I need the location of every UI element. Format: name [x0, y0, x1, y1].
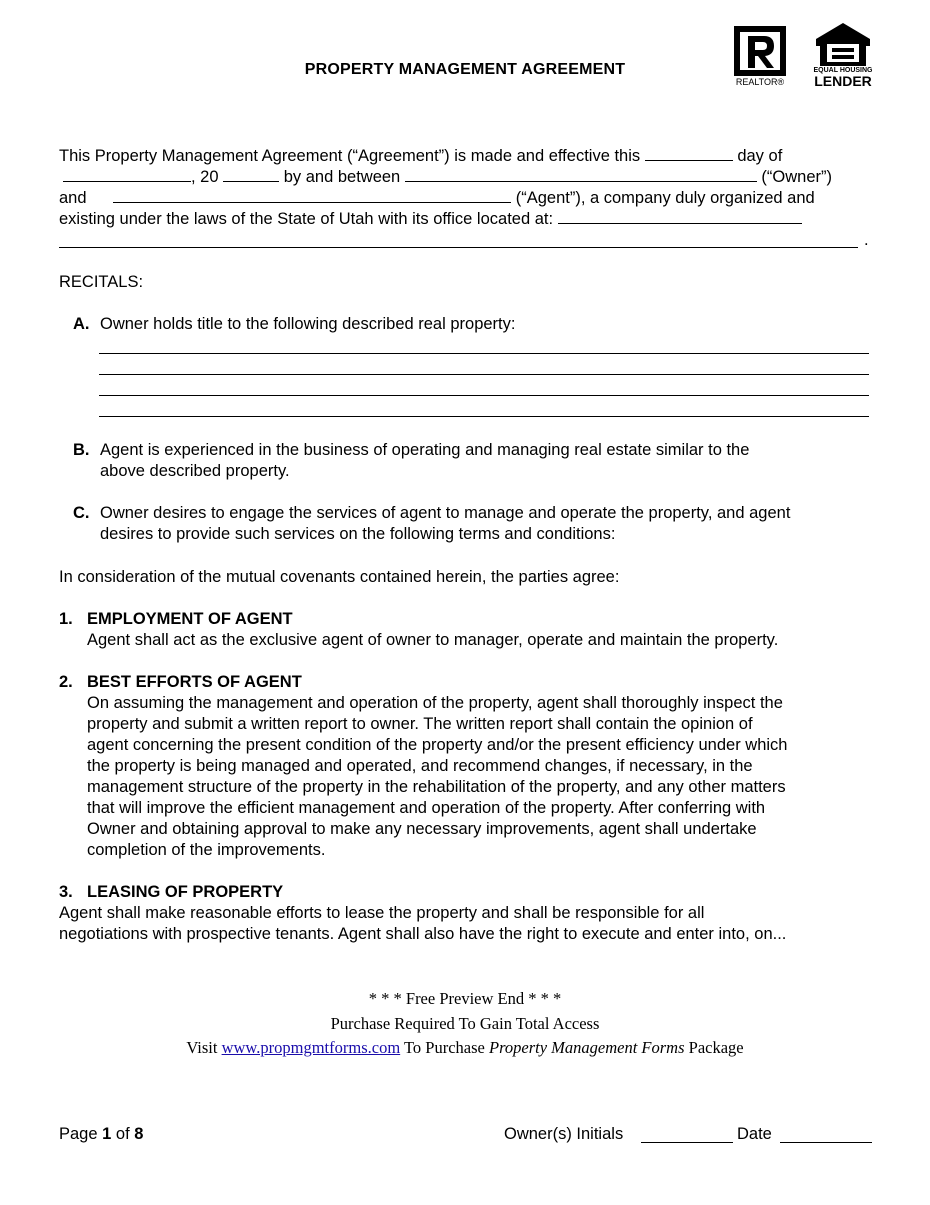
- equal-housing-icon: [814, 22, 872, 68]
- section-3-text-2: negotiations with prospective tenants. Agent shall also have the right to execute and enter into, on...: [59, 925, 787, 943]
- owner-name-blank[interactable]: [405, 166, 757, 182]
- section-1-text: Agent shall act as the exclusive agent of owner to manager, operate and maintain the property.: [87, 631, 779, 649]
- section-1-heading: EMPLOYMENT OF AGENT: [87, 610, 293, 628]
- section-2-text-7: Owner and obtaining approval to make any necessary improvements, agent shall undertake: [87, 820, 757, 838]
- section-2-text-2: property and submit a written report to owner. The written report shall contain the opinion of: [87, 715, 753, 733]
- purchase-link[interactable]: www.propmgmtforms.com: [221, 1038, 401, 1057]
- intro-line-4: existing under the laws of the State of Utah with its office located at:: [59, 208, 802, 230]
- section-3-text-1: Agent shall make reasonable efforts to lease the property and shall be responsible for all: [59, 904, 705, 922]
- section-2-heading: BEST EFFORTS OF AGENT: [87, 673, 302, 691]
- intro-period: .: [864, 231, 869, 249]
- owner-initials-label: Owner(s) Initials: [504, 1125, 624, 1143]
- property-description-line-1[interactable]: [99, 353, 869, 354]
- section-2-text-1: On assuming the management and operation of the property, agent shall thoroughly inspect the: [87, 694, 783, 712]
- section-2-text-5: management structure of the property in the rehabilitation of the property, and any other matters: [87, 778, 786, 796]
- recital-c-text-1: Owner desires to engage the services of agent to manage and operate the property, and agent: [100, 504, 791, 522]
- section-1-number: 1.: [59, 610, 73, 628]
- section-2-text-6: that will improve the efficient management and operation of the property. After conferring with: [87, 799, 766, 817]
- intro-line-3: and (“Agent”), a company duly organized and: [59, 189, 815, 207]
- day-blank[interactable]: [645, 145, 733, 161]
- property-description-line-2[interactable]: [99, 374, 869, 375]
- recital-a-text: Owner holds title to the following described real property:: [100, 315, 516, 333]
- section-2-number: 2.: [59, 673, 73, 691]
- recitals-heading: RECITALS:: [59, 273, 144, 291]
- month-blank[interactable]: [63, 166, 191, 182]
- recital-b-text-2: above described property.: [100, 462, 290, 480]
- intro-line-2: , 20 by and between (“Owner”): [59, 166, 832, 188]
- property-description-line-3[interactable]: [99, 395, 869, 396]
- recital-b-text-1: Agent is experienced in the business of operating and managing real estate similar to the: [100, 441, 750, 459]
- section-3-number: 3.: [59, 883, 73, 901]
- date-blank[interactable]: [780, 1142, 872, 1143]
- page-indicator: Page 1 of 8: [59, 1125, 144, 1143]
- consideration-text: In consideration of the mutual covenants contained herein, the parties agree:: [59, 568, 620, 586]
- intro-line-1: This Property Management Agreement (“Agreement”) is made and effective this day of: [59, 147, 783, 165]
- purchase-required-notice: Purchase Required To Gain Total Access: [330, 1014, 600, 1033]
- agent-name-blank[interactable]: [113, 187, 511, 203]
- property-description-line-4[interactable]: [99, 416, 869, 417]
- section-2-text-8: completion of the improvements.: [87, 841, 326, 859]
- purchase-link-line: Visit www.propmgmtforms.com To Purchase Property Management Forms Package: [186, 1038, 744, 1057]
- realtor-caption: REALTOR®: [735, 77, 785, 87]
- year-blank[interactable]: [223, 166, 279, 182]
- ehl-caption-bottom: LENDER: [814, 73, 872, 89]
- document-title: PROPERTY MANAGEMENT AGREEMENT: [304, 61, 626, 78]
- date-label: Date: [737, 1125, 772, 1143]
- recital-a-letter: A.: [73, 315, 90, 333]
- office-address-line-2[interactable]: [59, 247, 858, 248]
- recital-b-letter: B.: [73, 441, 90, 459]
- recital-c-text-2: desires to provide such services on the following terms and conditions:: [100, 525, 616, 543]
- section-3-heading: LEASING OF PROPERTY: [87, 883, 284, 901]
- office-address-blank[interactable]: [558, 208, 802, 224]
- recital-c-letter: C.: [73, 504, 90, 522]
- ehl-caption-top: EQUAL HOUSING: [813, 67, 873, 74]
- section-2-text-4: the property is being managed and operated, and recommend changes, if necessary, in the: [87, 757, 753, 775]
- section-2-text-3: agent concerning the present condition of the property and/or the present efficiency under which: [87, 736, 788, 754]
- owner-initials-blank[interactable]: [641, 1142, 733, 1143]
- preview-end-notice: * * * Free Preview End * * *: [368, 989, 562, 1008]
